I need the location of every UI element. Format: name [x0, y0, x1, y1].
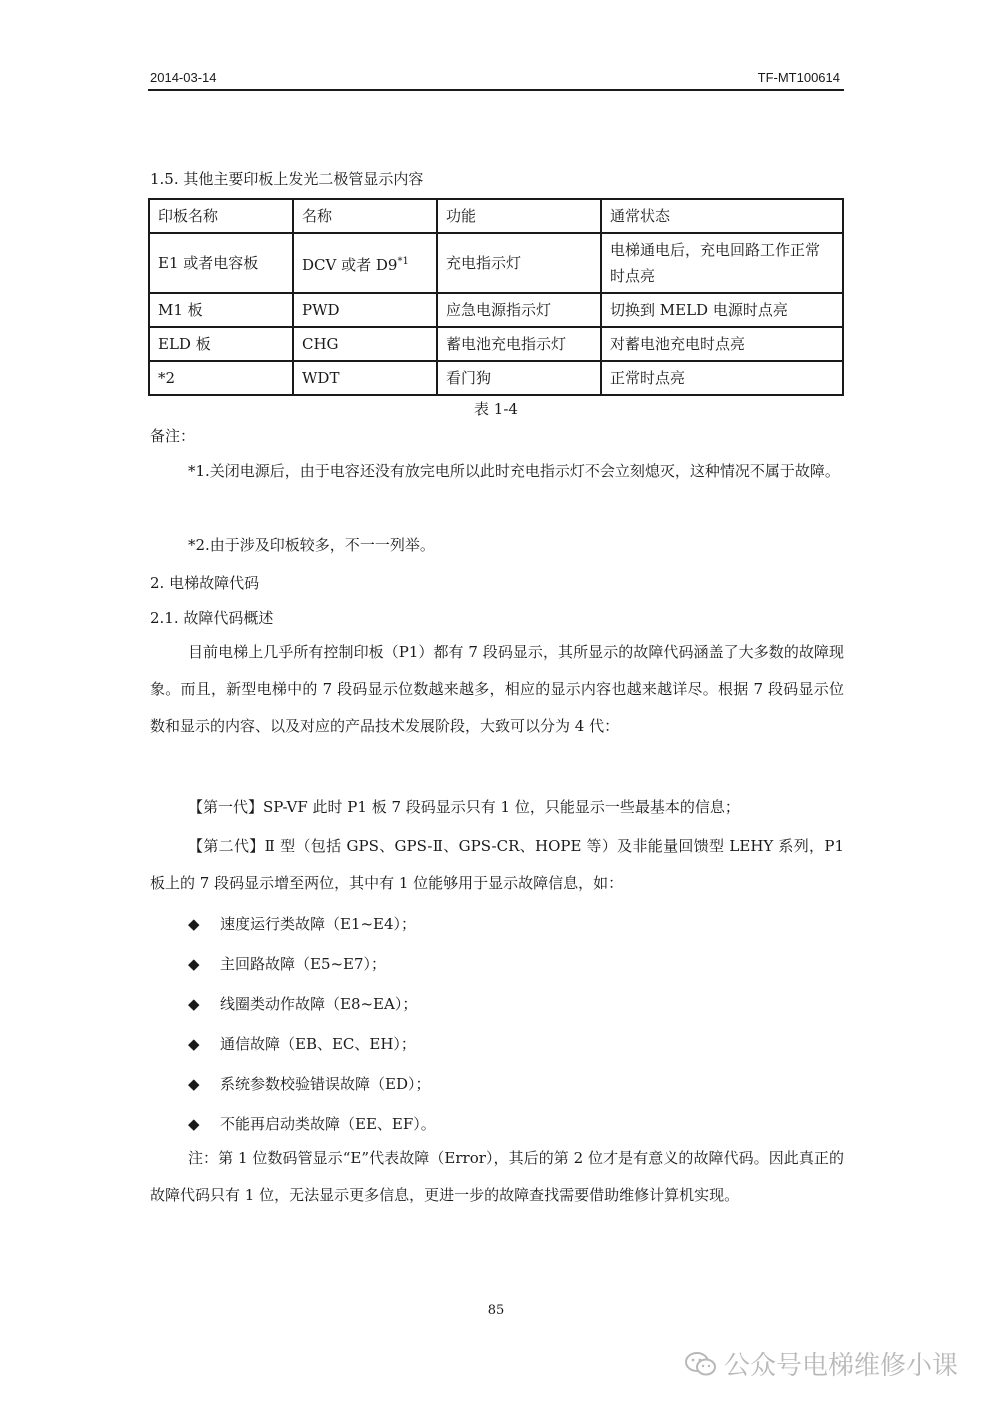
- section-2-1-title: 2.1. 故障代码概述: [150, 609, 274, 627]
- table-row: [149, 361, 843, 395]
- table-row: [149, 233, 843, 293]
- table-cell-status: 正常时点亮: [601, 361, 843, 395]
- list-item: [188, 1024, 436, 1064]
- diamond-bullet-icon: ◆: [188, 915, 200, 933]
- list-item-text: 通信故障（EB、EC、EH）；: [220, 1035, 416, 1053]
- table-header-cell: 印板名称: [149, 199, 293, 233]
- table-cell-board: ELD 板: [149, 327, 293, 361]
- table-caption: 表 1-4: [474, 400, 518, 418]
- table-cell-status: 切换到 MELD 电源时点亮: [601, 293, 843, 327]
- section-2-title: 2. 电梯故障代码: [150, 574, 260, 592]
- section-1-5-title: 1.5. 其他主要印板上发光二极管显示内容: [150, 170, 424, 188]
- table-header-row: [149, 199, 843, 233]
- table-cell-status: 电梯通电后，充电回路工作正常时点亮: [601, 233, 843, 293]
- header-rule: [148, 89, 844, 91]
- diamond-bullet-icon: ◆: [188, 955, 200, 973]
- footnote-marker: *1: [397, 255, 409, 267]
- table-cell-function: 充电指示灯: [437, 233, 601, 293]
- list-item: [188, 904, 436, 944]
- list-item: [188, 944, 436, 984]
- table-cell-function: 看门狗: [437, 361, 601, 395]
- remark-note-1: *1.关闭电源后，由于电容还没有放完电所以此时充电指示灯不会立刻熄灭，这种情况不属于故障。: [188, 462, 840, 480]
- page-number: 85: [487, 1303, 505, 1318]
- table-cell-board: E1 或者电容板: [149, 233, 293, 293]
- diamond-bullet-icon: ◆: [188, 1075, 200, 1093]
- table-header-cell: 通常状态: [601, 199, 843, 233]
- remark-note-2: *2.由于涉及印板较多，不一一列举。: [188, 536, 435, 554]
- table-cell-name: PWD: [293, 293, 437, 327]
- watermark-text: 公众号电梯维修小课: [723, 1351, 958, 1381]
- table-cell-name: [293, 233, 437, 293]
- header-doc-id: TF-MT100614: [757, 70, 840, 85]
- table-cell-function: 蓄电池充电指示灯: [437, 327, 601, 361]
- list-item-text: 不能再启动类故障（EE、EF）。: [220, 1115, 436, 1133]
- header-date: 2014-03-14: [150, 70, 217, 85]
- table-cell-name-text: DCV 或者 D9: [302, 255, 398, 274]
- list-item-text: 系统参数校验错误故障（ED）；: [220, 1075, 431, 1093]
- diamond-bullet-icon: ◆: [188, 1035, 200, 1053]
- table-cell-board: M1 板: [149, 293, 293, 327]
- generation-1-paragraph: 【第一代】SP-VF 此时 P1 板 7 段码显示只有 1 位，只能显示一些最基本的信息；: [188, 798, 740, 816]
- table-cell-function: 应急电源指示灯: [437, 293, 601, 327]
- table-row: [149, 293, 843, 327]
- list-item-text: 主回路故障（E5~E7）；: [220, 955, 387, 973]
- list-item-text: 速度运行类故障（E1~E4）；: [220, 915, 417, 933]
- watermark: [684, 1345, 958, 1382]
- wechat-icon: [684, 1351, 718, 1377]
- led-table: [148, 198, 844, 396]
- diamond-bullet-icon: ◆: [188, 995, 200, 1013]
- list-item: [188, 984, 436, 1024]
- table-cell-name: WDT: [293, 361, 437, 395]
- list-item: [188, 1064, 436, 1104]
- fault-bullet-list: [188, 904, 436, 1144]
- error-note-paragraph: 注：第 1 位数码管显示“E”代表故障（Error），其后的第 2 位才是有意义的故障代码。因此真正的故障代码只有 1 位，无法显示更多信息，更进一步的故障查找需要借助维修计算机实现。: [150, 1149, 844, 1204]
- table-row: [149, 327, 843, 361]
- diamond-bullet-icon: ◆: [188, 1115, 200, 1133]
- table-cell-status: 对蓄电池充电时点亮: [601, 327, 843, 361]
- table-header-cell: 名称: [293, 199, 437, 233]
- table-header-cell: 功能: [437, 199, 601, 233]
- list-item-text: 线圈类动作故障（E8~EA）；: [220, 995, 418, 1013]
- table-cell-board: *2: [149, 361, 293, 395]
- remarks-label: 备注：: [150, 427, 196, 445]
- generation-2-paragraph: 【第二代】Ⅱ 型（包括 GPS、GPS-Ⅱ、GPS-CR、HOPE 等）及非能量回馈型 LEHY 系列，P1 板上的 7 段码显示增至两位，其中有 1 位能够用于显示故障信息，如：: [150, 837, 844, 892]
- intro-paragraph: 目前电梯上几乎所有控制印板（P1）都有 7 段码显示，其所显示的故障代码涵盖了大多数的故障现象。而且，新型电梯中的 7 段码显示位数越来越多，相应的显示内容也越来越详尽。根据 7 段码显示位数和显示的内容、以及对应的产品技术发展阶段，大致可以分为 4 代：: [150, 643, 844, 735]
- table-cell-name: CHG: [293, 327, 437, 361]
- list-item: [188, 1104, 436, 1144]
